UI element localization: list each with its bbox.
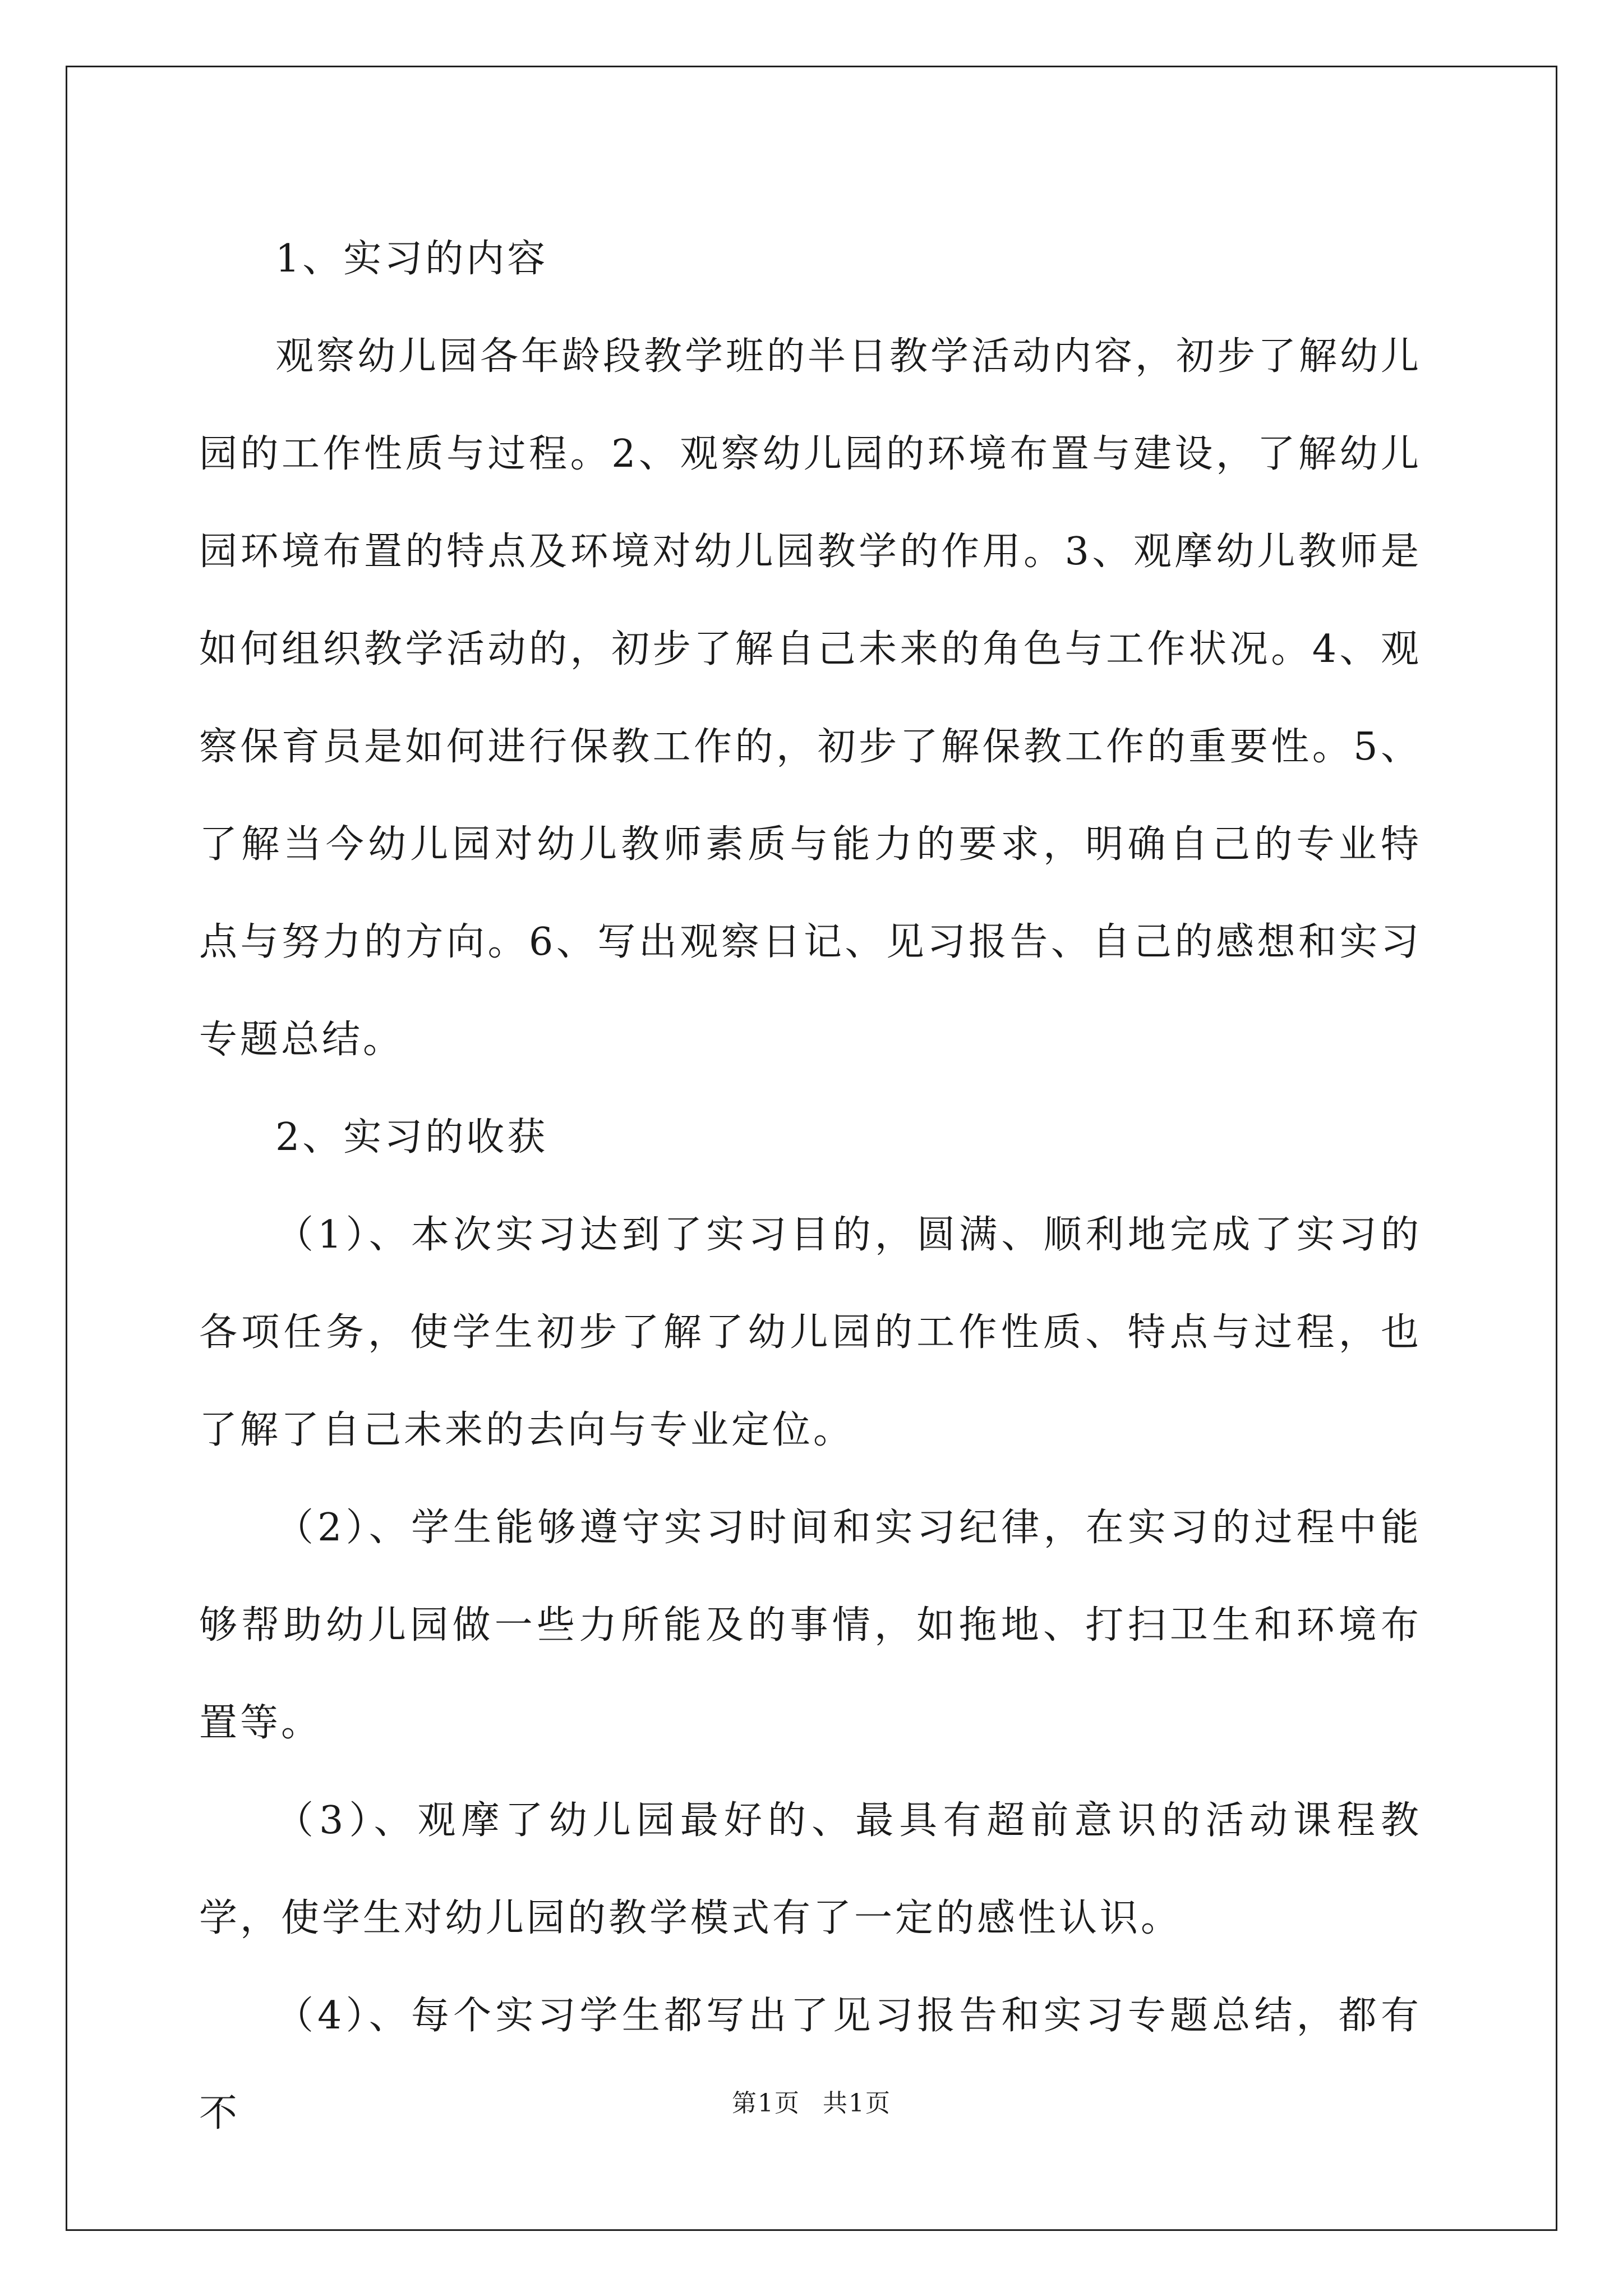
section-heading-gains: 2、实习的收获	[275, 1115, 548, 1159]
paragraph-gain-2: （2）、学生能够遵守实习时间和实习纪律，在实习的过程中能够帮助幼儿园做一些力所能及的事情，如拖地、打扫卫生和环境布置等。	[199, 1506, 1422, 1745]
paragraph-gain-4: （4）、每个实习学生都写出了见习报告和实习专题总结，都有不	[199, 1994, 1422, 2136]
page-total: 共1页	[823, 2089, 891, 2118]
paragraph-gain-3: （3）、观摩了幼儿园最好的、最具有超前意识的活动课程教学，使学生对幼儿园的教学模式有了一定的感性认识。	[199, 1798, 1422, 1940]
page-footer	[0, 2087, 1623, 2120]
document-body	[199, 210, 1422, 2162]
section-heading-content: 1、实习的内容	[275, 237, 548, 281]
paragraph-content: 观察幼儿园各年龄段教学班的半日教学活动内容，初步了解幼儿园的工作性质与过程。2、观察幼儿园的环境布置与建设，了解幼儿园环境布置的特点及环境对幼儿园教学的作用。3、观摩幼儿教师是如何组织教学活动的，初步了解自己未来的角色与工作状况。4、观察保育员是如何进行保教工作的，初步了解保教工作的重要性。5、了解当今幼儿园对幼儿教师素质与能力的要求，明确自己的专业特点与努力的方向。6、写出观察日记、见习报告、自己的感想和实习专题总结。	[199, 334, 1422, 1062]
paragraph-gain-1: （1）、本次实习达到了实习目的，圆满、顺利地完成了实习的各项任务，使学生初步了解了幼儿园的工作性质、特点与过程，也了解了自己未来的去向与专业定位。	[199, 1213, 1422, 1452]
page-number: 第1页	[732, 2089, 800, 2118]
